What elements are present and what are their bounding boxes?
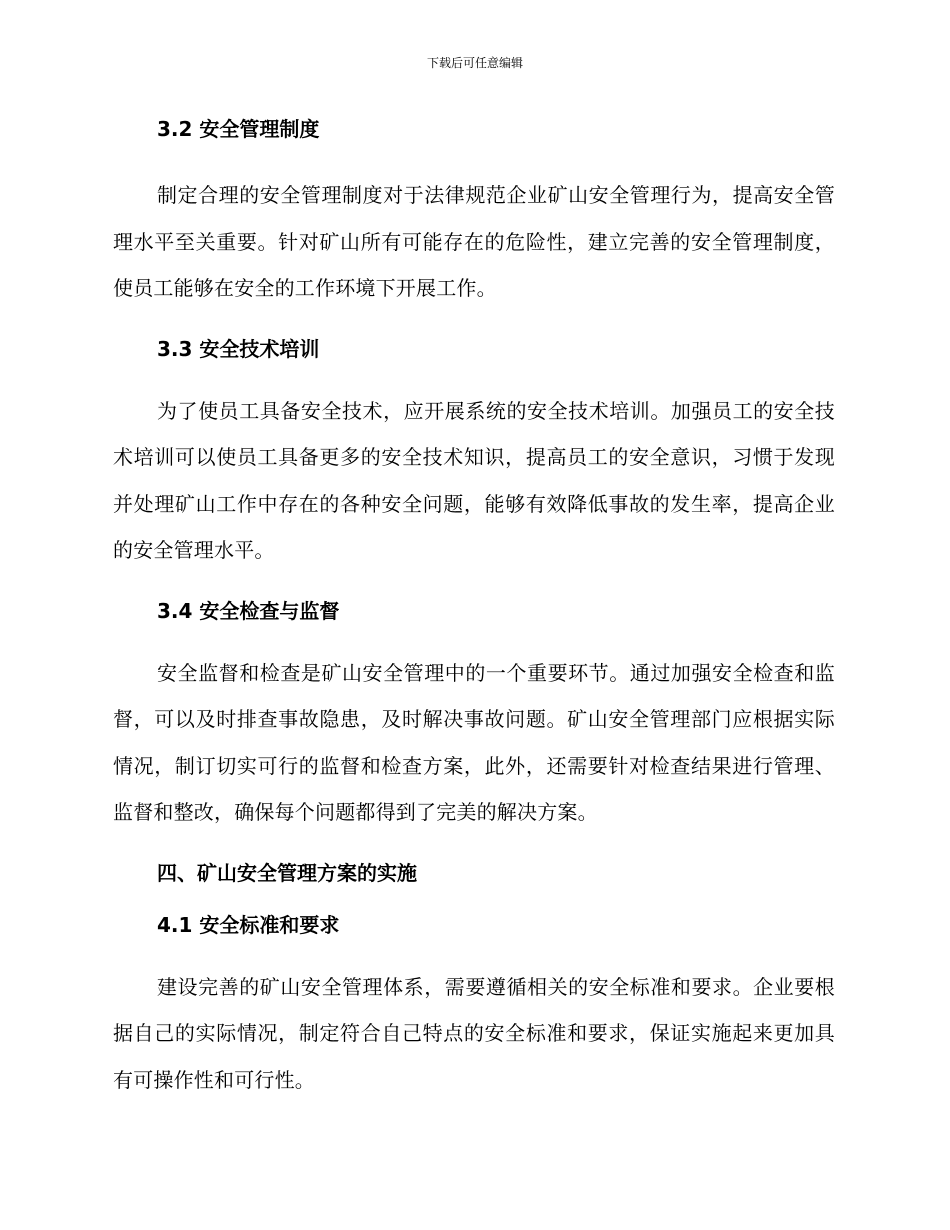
- section-paragraph-4-1: 建设完善的矿山安全管理体系，需要遵循相关的安全标准和要求。企业要根据自己的实际情况，制定符合自己特点的安全标准和要求，保证实施起来更加具有可操作性和可行性。: [113, 974, 835, 1092]
- section-paragraph-3-2: 制定合理的安全管理制度对于法律规范企业矿山安全管理行为，提高安全管理水平至关重要。针对矿山所有可能存在的危险性，建立完善的安全管理制度，使员工能够在安全的工作环境下开展工作。: [113, 183, 835, 300]
- section-heading-3-4: 3.4 安全检查与监督: [157, 598, 340, 623]
- page-header: 下载后可任意编辑: [426, 56, 523, 70]
- section-paragraph-3-4: 安全监督和检查是矿山安全管理中的一个重要环节。通过加强安全检查和监督，可以及时排查事故隐患，及时解决事故问题。矿山安全管理部门应根据实际情况，制订切实可行的监督和检查方案，此外，还需要针对检查结果进行管理、监督和整改，确保每个问题都得到了完美的解决方案。: [113, 660, 835, 824]
- section-heading-4-1: 4.1 安全标准和要求: [157, 912, 340, 937]
- section-heading-3-2: 3.2 安全管理制度: [157, 117, 320, 141]
- chapter-heading-4: 四、矿山安全管理方案的实施: [157, 860, 417, 885]
- document-body: [113, 114, 835, 1103]
- section-heading-3-3: 3.3 安全技术培训: [157, 336, 320, 361]
- section-paragraph-3-3: 为了使员工具备安全技术，应开展系统的安全技术培训。加强员工的安全技术培训可以使员工具备更多的安全技术知识，提高员工的安全意识，习惯于发现并处理矿山工作中存在的各种安全问题，能够有效降低事故的发生率，提高企业的安全管理水平。: [113, 398, 835, 562]
